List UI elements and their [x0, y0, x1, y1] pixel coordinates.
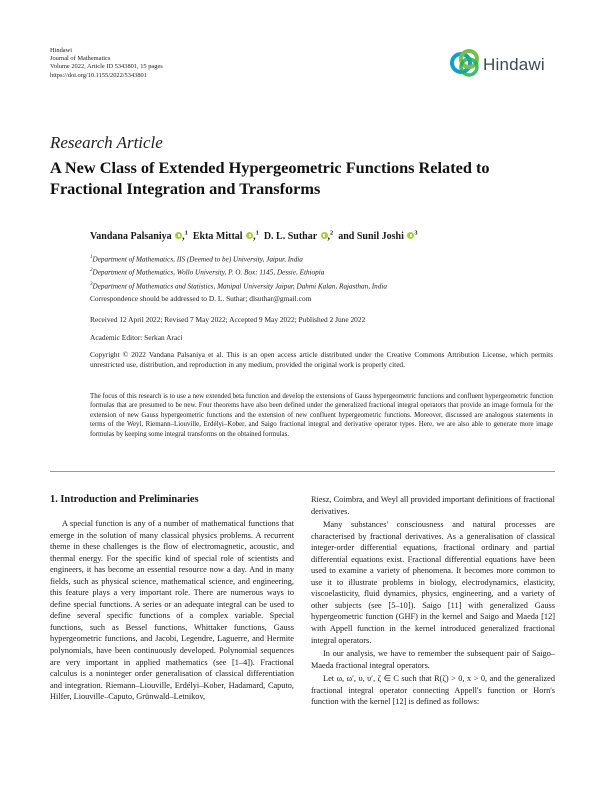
- doi-link[interactable]: https://doi.org/10.1155/2022/5343801: [50, 71, 147, 79]
- section-divider: [50, 471, 555, 472]
- correspondence: Correspondence should be addressed to D. L. Suthar; dlsuthar@gmail.com: [90, 294, 312, 303]
- paragraph: A special function is any of a number of mathematical functions that emerge in the solution of many classical physics problems. A recurrent theme in these challenges is the flow of electromagnetic, acoustic, and thermal energy. For the specific kind of special role of scientists and engineers, it has become an essential resource now a day. And in many fields, such as physical science, mathematical science, and engineering, this feature plays a very important role. There are numerous ways to define special functions. A series or an adequate integral can be used to define several specific functions of a complex variable. Special functions, such as Bessel functions, Whittaker functions, Gauss hypergeometric functions, and Jacobi, Legendre, Laguerre, and Hermite polynomials, have been continuously developed. Polynomial sequences are very important in applied mathematics (see [1–4]). Fractional calculus is a noninteger order generalisation of classical differentiation and integration. Riemann–Liouville, Erdélyi–Kober, Hadamard, Caputo, Hilfer, Liouville–Caputo, Grünwald–Letnikov,: [50, 519, 294, 702]
- section-heading: 1. Introduction and Preliminaries: [50, 494, 199, 505]
- affiliation-item: [90, 252, 387, 265]
- article-title: A New Class of Extended Hypergeometric Functions Related to Fractional Integration and Transforms: [50, 158, 490, 198]
- article-type: Research Article: [50, 133, 163, 152]
- body-column-left: [50, 518, 294, 703]
- academic-editor: Academic Editor: Serkan Araci: [90, 333, 183, 342]
- paragraph: Many substances' consciousness and natural processes are characterised by fractional derivatives. As a generalisation of classical integer-order differential equations, fractional ordinary and partial differential equations exist. Fractional differential equations have been used to examine a variety of phenomena. It becomes more common to use it to illustrate problems in biology, electrodynamics, elasticity, viscoelasticity, fluid dynamics, physics, engineering, and a variety of other subjects (see [5–10]). Saigo [11] with generalized Gauss hypergeometric function (GHF) in the kernel and Saigo and Maeda [12] with Appell function in the kernel introduced generalized fractional integral operators.: [311, 520, 555, 645]
- author-affiliation-mark: 1: [255, 230, 259, 237]
- paragraph: Riesz, Coimbra, and Weyl all provided important definitions of fractional derivatives.: [311, 495, 555, 516]
- journal-header: [50, 47, 163, 80]
- affiliation-text: Department of Mathematics, IIS (Deemed to be) University, Jaipur, India: [92, 255, 303, 264]
- orcid-icon[interactable]: [407, 232, 414, 239]
- author-affiliation-mark: 3: [414, 230, 418, 237]
- paragraph: Let ω, ω′, υ, υ′, ζ ∈ C such that R(ζ) > 0, x > 0, and the generalized fractional integral operator connecting Appell's function or Horn's function with the kernel [12] is defined as follows:: [311, 674, 555, 707]
- abstract: The focus of this research is to use a new extended beta function and develop the extensions of Gauss hypergeometric functions and confluent hypergeometric function formulas that are presumed to be new. Four theorems have also been defined under the generalized fractional integral operators that provide an image formula for the extension of new Gauss hypergeometric functions and the extension of new confluent hypergeometric functions. Moreover, discussed are analogous statements in terms of the Weyl, Riemann–Liouville, Erdélyi–Kober, and Saigo fractional integral and derivative operator types. Here, we are also able to generate more image formulas by keeping some integral transforms on the obtained formulas.: [90, 393, 553, 438]
- orcid-icon[interactable]: [321, 232, 328, 239]
- author-affiliation-mark: 2: [330, 230, 334, 237]
- author-name[interactable]: and Sunil Joshi: [338, 231, 404, 243]
- author-name[interactable]: Ekta Mittal: [192, 231, 243, 243]
- affiliation-item: [90, 265, 387, 278]
- author-separator: ,: [182, 231, 185, 243]
- affiliation-list: [90, 252, 387, 292]
- copyright-notice: Copyright © 2022 Vandana Palsaniya et al. This is an open access article distributed under the Creative Commons Attribution License, which permits unrestricted use, distribution, and reproduction in any medium, provided the original work is properly cited.: [90, 350, 553, 369]
- paragraph: In our analysis, we have to remember the subsequent pair of Saigo–Maeda fractional integral operators.: [311, 649, 555, 670]
- author-affiliation-mark: 1: [184, 230, 188, 237]
- journal-name: Journal of Mathematics: [50, 55, 111, 63]
- volume-line: Volume 2022, Article ID 5343801, 15 pages: [50, 63, 163, 71]
- affiliation-number: 3: [90, 281, 93, 287]
- affiliation-number: 1: [90, 255, 93, 260]
- author-name[interactable]: D. L. Suthar: [263, 231, 317, 243]
- author-name[interactable]: Vandana Palsaniya: [90, 231, 172, 243]
- author[interactable]: [338, 231, 417, 242]
- affiliation-text: Department of Mathematics and Statistics, Manipal University Jaipur, Dahmi Kalan, Rajasthan, India: [92, 282, 387, 291]
- body-column-right: [311, 494, 555, 708]
- author[interactable]: Ekta Mittal ,$^1$: [192, 230, 259, 243]
- publication-dates: Received 12 April 2022; Revised 7 May 2022; Accepted 9 May 2022; Published 2 June 2022: [90, 315, 366, 324]
- author-list: [90, 230, 418, 242]
- hindawi-logo: [449, 46, 553, 82]
- hindawi-logo-icon: [449, 46, 483, 80]
- publisher-name: Hindawi: [50, 47, 73, 54]
- logo-wordmark: Hindawi: [483, 55, 545, 74]
- author[interactable]: D. L. Suthar ,$^2$: [263, 230, 334, 243]
- affiliation-item: [90, 279, 387, 292]
- affiliation-text: Department of Mathematics, Wollo University, P. O. Box: 1145, Dessie, Ethiopia: [92, 268, 325, 277]
- affiliation-number: 2: [90, 268, 93, 274]
- orcid-icon[interactable]: [246, 232, 253, 239]
- author[interactable]: [90, 231, 188, 242]
